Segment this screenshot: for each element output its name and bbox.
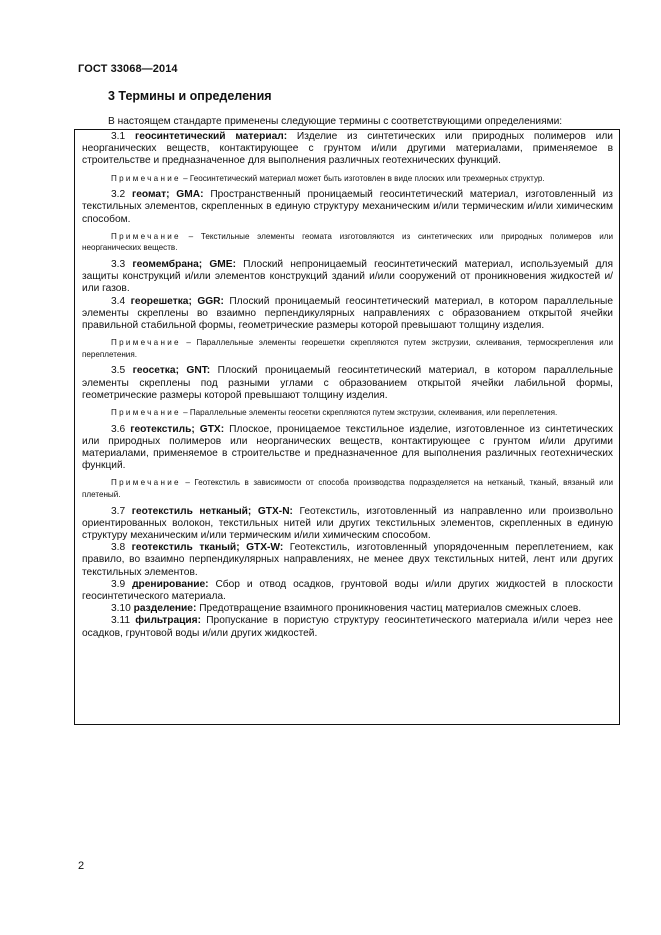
document-code: ГОСТ 33068—2014 <box>78 63 178 75</box>
term-3-11: 3.11 фильтрация: Пропускание в пористую структуру геосинтетического материала и/или через нее осадков, грунтовой воды и/или других жидкостей. <box>82 615 613 639</box>
term-3-7: 3.7 геотекстиль нетканый; GTX-N: Геотекстиль, изготовленный из направленно или произвольно ориентированных волокон, текстильных нитей или других текстильных элементов, скрепленных в единую структуру механическим и/или термическим и/или химическим способом. <box>82 505 613 542</box>
note-geogrid: Примечание – Параллельные элементы георешетки скрепляются путем экструзии, склеивания, термоскрепления или переплетения. <box>82 338 614 359</box>
note-geotextile: Примечание – Геотекстиль в зависимости от способа производства подразделяется на нетканый, тканый, вязаный или плетеный. <box>82 478 613 500</box>
page-number: 2 <box>78 860 85 872</box>
term-3-1: 3.1 геосинтетический материал: Изделие из синтетических или природных полимеров или неорганических веществ, контактирующее с грунтом и/или другими материалами, применяемое в строительстве и предназначенное для выполнения различных геотехнических функций. <box>82 131 613 167</box>
term-3-3: 3.3 геомембрана; GME: Плоский непроницаемый геосинтетический материал, используемый для защиты конструкций и/или элементов конструкций зданий и/или сооружений от проникновения жидкостей и/или газов. <box>82 259 613 295</box>
term-3-9: 3.9 дренирование: Сбор и отвод осадков, грунтовой воды и/или других жидкостей в плоскости геосинтетического материала. <box>82 578 613 603</box>
term-3-8: 3.8 геотекстиль тканый; GTX-W: Геотекстиль, изготовленный упорядоченным переплетением, как правило, во взаимно перпендикулярных направлениях, не менее двух текстильных нитей, лент или других текстильных элементов. <box>82 542 613 578</box>
terms-frame <box>74 129 620 725</box>
note-geomat: Примечание – Текстильные элементы геомата изготовляются из синтетических или природных полимеров или неорганических веществ. <box>82 231 614 253</box>
note-geosynthetic: Примечание – Геосинтетический материал может быть изготовлен в виде плоских или трехмерных структур. <box>111 173 545 183</box>
section-intro: В настоящем стандарте применены следующие термины с соответствующими определениями: <box>108 116 563 127</box>
term-3-10: 3.10 разделение: Предотвращение взаимного проникновения частиц материалов смежных слоев. <box>111 603 582 615</box>
section-title: 3 Термины и определения <box>108 89 272 103</box>
term-3-4: 3.4 георешетка; GGR: Плоский проницаемый геосинтетический материал, в котором параллельные элементы скреплены во взаимно перпендикулярных направлениях с образованием открытой ячейки правильной стабильной формы, геометрические размеры которой превышают толщину изделия. <box>82 295 613 332</box>
term-3-2: 3.2 геомат; GMA: Пространственный проницаемый геосинтетический материал, изготовленный из текстильных элементов, скрепленных в единую структуру механическим и/или термическим и/или химическим способом. <box>82 189 613 225</box>
term-3-5: 3.5 геосетка; GNT: Плоский проницаемый геосинтетический материал, в котором параллельные элементы скреплены под разными углами с образованием открытой ячейки лабильной формы, геометрические размеры которой превышают толщину изделия. <box>82 365 613 401</box>
note-geonet: Примечание – Параллельные элементы геосетки скрепляются путем экструзии, склеивания, или переплетения. <box>111 408 558 418</box>
term-3-6: 3.6 геотекстиль; GTX: Плоское, проницаемое текстильное изделие, изготовленное из синтетических или природных полимеров или неорганических веществ, контактирующее с грунтом и/или другими материалами, применяемое в строительстве и предназначенное для выполнения различных геотехнических функций. <box>82 423 613 472</box>
